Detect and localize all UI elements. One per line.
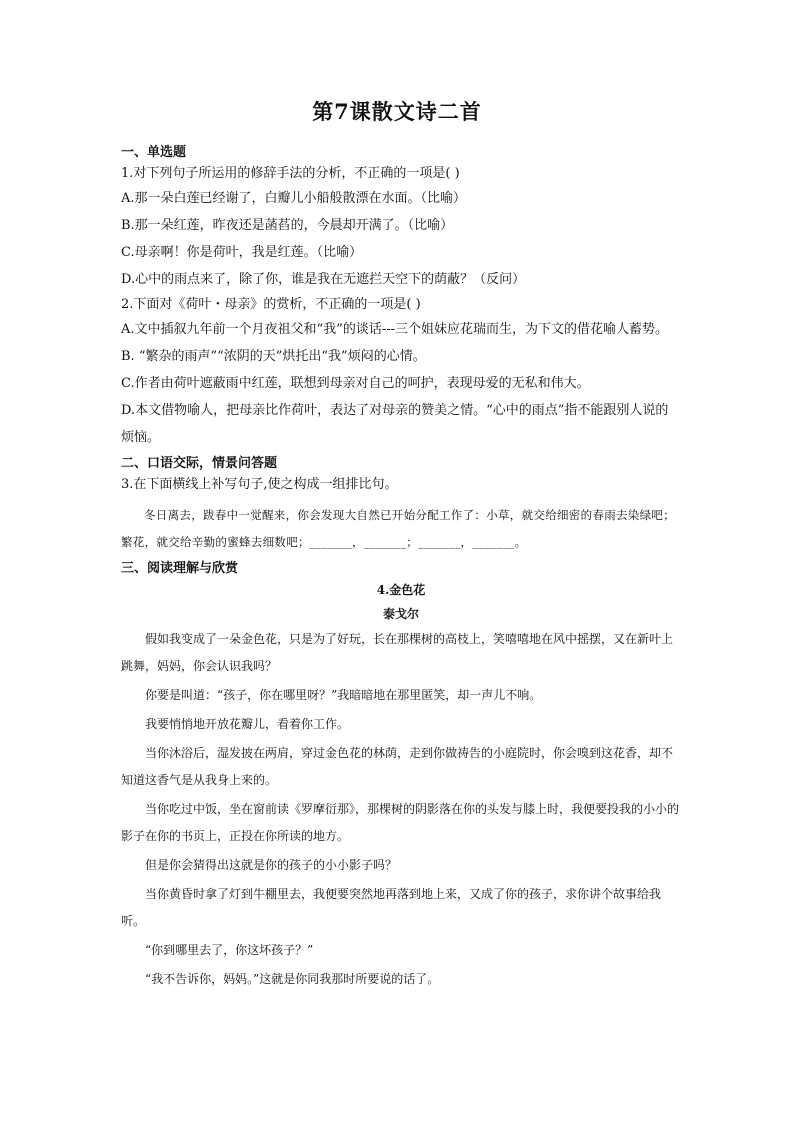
question-2-option-d: D.本文借物喻人，把母亲比作荷叶，表达了对母亲的赞美之情。“心中的雨点”指不能跟别人说的烦恼。 [121,403,669,445]
question-2-option-b: B. “繁杂的雨声”“浓阴的天”烘托出“我”烦闷的心情。 [121,349,426,364]
question-3-stem: 3.在下面横线上补写句子,使之构成一组排比句。 [121,477,398,492]
question-1-option-a: A.那一朵白莲已经谢了，白瓣儿小船般散漂在水面。（比喻） [121,191,467,206]
question-1-option-b: B.那一朵红莲，昨夜还是菡萏的，今晨却开满了。（比喻） [121,218,454,233]
section-heading-reading: 三、阅读理解与欣赏 [121,561,239,576]
article-title: 4.金色花 [376,583,426,597]
question-2-stem: 2.下面对《荷叶・母亲》的赏析，不正确的一项是( ) [121,297,421,312]
question-2-option-c: C.作者由荷叶遮蔽雨中红莲，联想到母亲对自己的呵护，表现母爱的无私和伟大。 [121,376,590,391]
question-3-passage: 冬日离去，跋春中一觉醒来，你会发现大自然已开始分配工作了：小草，就交给细密的春雨去染绿吧；繁花，就交给辛勤的蜜蜂去细数吧；_______，_______；_______，_______。 [121,508,675,549]
question-1-option-d: D.心中的雨点来了，除了你，谁是我在无遮拦天空下的荫蔽？（反问） [121,272,526,287]
article-paragraph: “我不告诉你，妈妈。”这就是你同我那时所要说的话了。 [145,972,440,986]
article-paragraph: 假如我变成了一朵金色花，只是为了好玩，长在那棵树的高枝上，笑嘻嘻地在风中摇摆，又在新叶上跳舞，妈妈，你会认识我吗？ [121,632,674,673]
question-2-option-a: A.文中插叙九年前一个月夜祖父和“我”的谈话---三个姐妹应花瑞而生，为下文的借花喻人蓄势。 [121,322,668,337]
page-title: 第7课散文诗二首 [312,99,482,124]
section-heading-single-choice: 一、单选题 [121,145,187,160]
question-1-stem: 1.对下列句子所运用的修辞手法的分析，不正确的一项是( ) [121,166,460,181]
article-paragraph: “你到哪里去了，你这坏孩子？” [145,943,314,957]
article-paragraph: 我要悄悄地开放花瓣儿，看着你工作。 [145,717,350,731]
article-paragraph: 但是你会猜得出这就是你的孩子的小小影子吗？ [145,858,398,872]
question-1-option-c: C.母亲啊！你是荷叶，我是红莲。（比喻） [121,245,363,260]
document-body [121,144,681,993]
article-paragraph: 当你黄昏时拿了灯到牛棚里去，我便要突然地再落到地上来，又成了你的孩子，求你讲个故事给我听。 [121,887,662,928]
article-paragraph: 你要是叫道：“孩子，你在哪里呀？”我暗暗地在那里匿笑，却一声儿不响。 [145,688,542,702]
article-author: 泰戈尔 [382,607,419,621]
article-paragraph: 当你吃过中饭，坐在窗前读《罗摩衍那》，那棵树的阴影落在你的头发与膝上时，我便要投我的小小的影子在你的书页上，正投在你所读的地方。 [121,802,680,843]
section-heading-oral: 二、口语交际，情景问答题 [121,456,278,471]
article-paragraph: 当你沐浴后，湿发披在两肩，穿过金色花的林荫，走到你做祷告的小庭院时，你会嗅到这花香，却不知道这香气是从我身上来的。 [121,746,674,787]
